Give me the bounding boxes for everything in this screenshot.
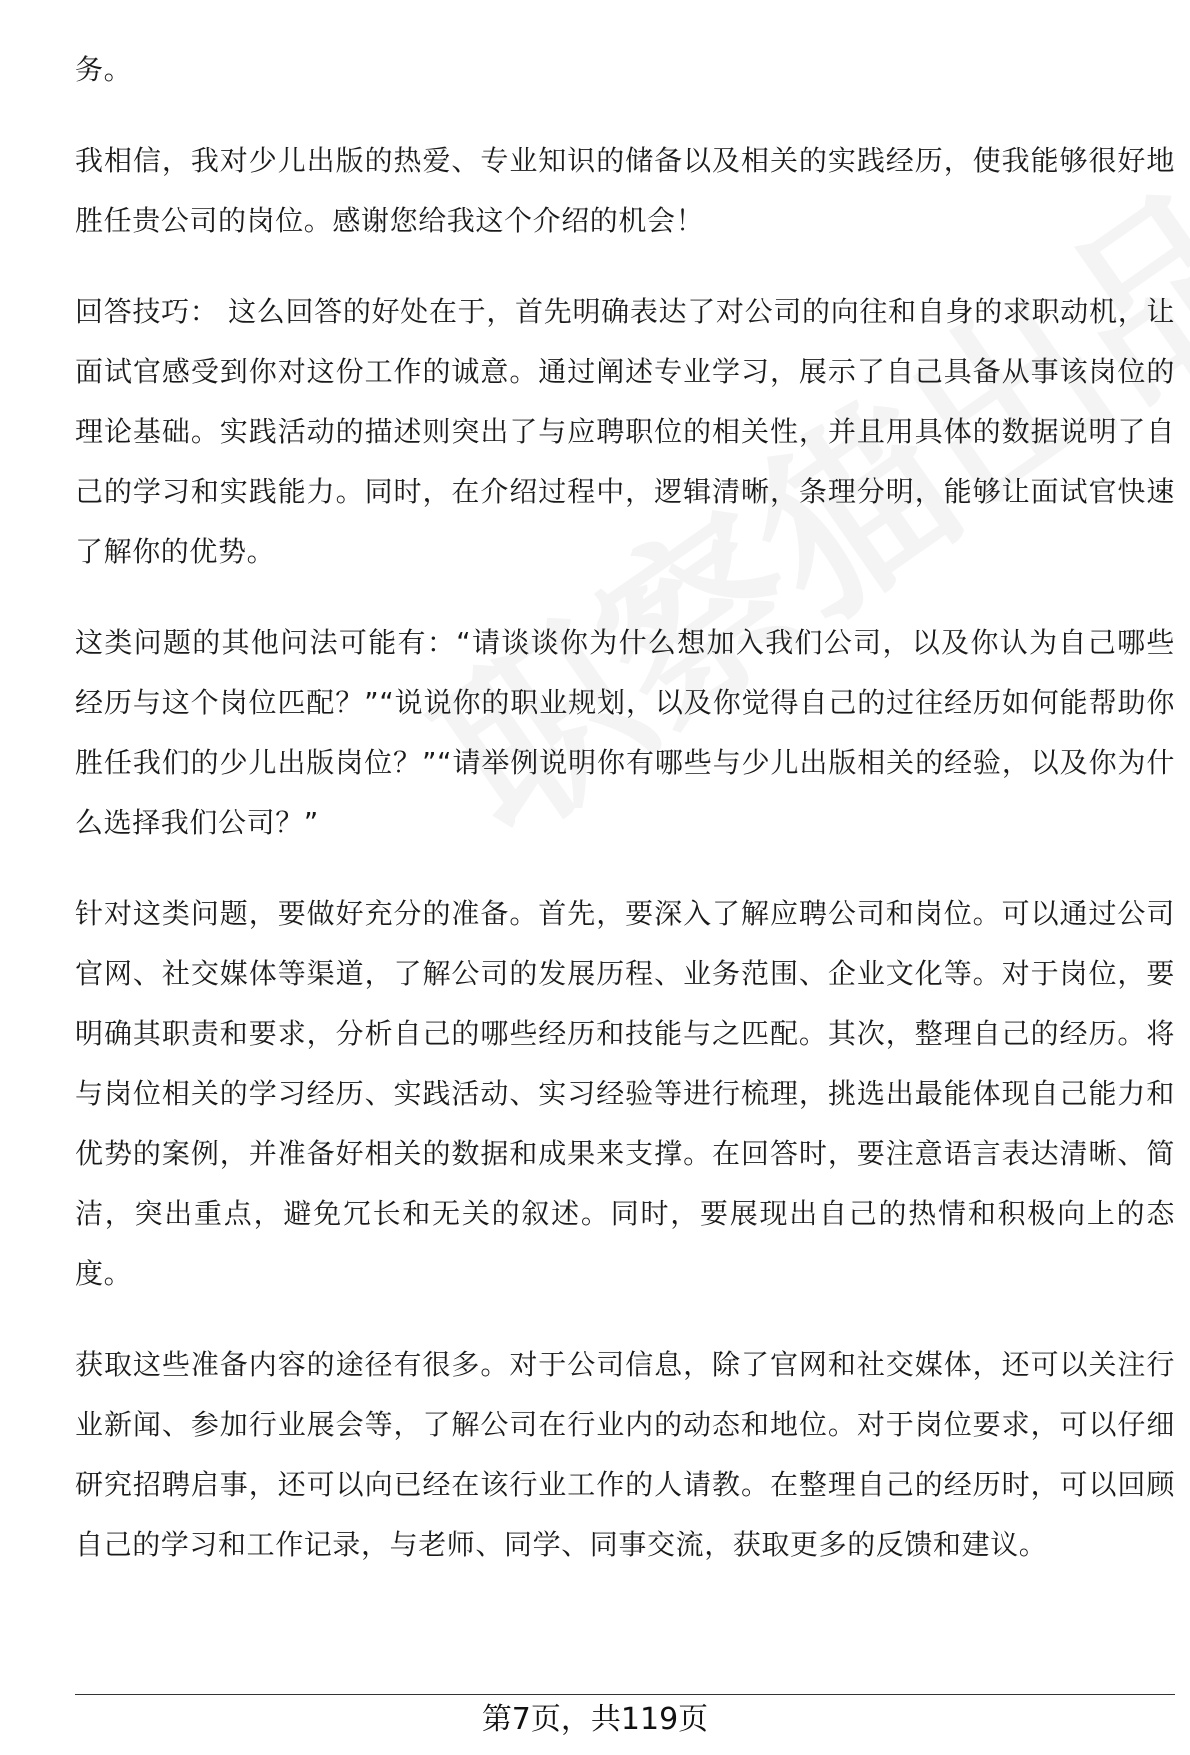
- paragraph: 我相信，我对少儿出版的热爱、专业知识的储备以及相关的实践经历，使我能够很好地胜任贵公司的岗位。感谢您给我这个介绍的机会！: [75, 144, 1175, 237]
- paragraph: 获取这些准备内容的途径有很多。对于公司信息，除了官网和社交媒体，还可以关注行业新闻、参加行业展会等，了解公司在行业内的动态和地位。对于岗位要求，可以仔细研究招聘启事，还可以向已经在该行业工作的人请教。在整理自己的经历时，可以回顾自己的学习和工作记录，与老师、同学、同事交流，获取更多的反馈和建议。: [75, 1348, 1175, 1561]
- footer-divider: [75, 1694, 1175, 1695]
- paragraph: 针对这类问题，要做好充分的准备。首先，要深入了解应聘公司和岗位。可以通过公司官网、社交媒体等渠道，了解公司的发展历程、业务范围、企业文化等。对于岗位，要明确其职责和要求，分析自己的哪些经历和技能与之匹配。其次，整理自己的经历。将与岗位相关的学习经历、实践活动、实习经验等进行梳理，挑选出最能体现自己能力和优势的案例，并准备好相关的数据和成果来支撑。在回答时，要注意语言表达清晰、简洁，突出重点，避免冗长和无关的叙述。同时，要展现出自己的热情和积极向上的态度。: [75, 897, 1175, 1290]
- paragraph: 这类问题的其他问法可能有：“请谈谈你为什么想加入我们公司，以及你认为自己哪些经历与这个岗位匹配？”“说说你的职业规划，以及你觉得自己的过往经历如何能帮助你胜任我们的少儿出版岗位？”“请举例说明你有哪些与少儿出版相关的经验，以及你为什么选择我们公司？”: [75, 626, 1175, 839]
- page-number: 第7页，共119页: [481, 1702, 709, 1737]
- document-body: [75, 40, 1175, 1606]
- paragraph: 务。: [75, 53, 133, 86]
- paragraph: 回答技巧： 这么回答的好处在于，首先明确表达了对公司的向往和自身的求职动机，让面试官感受到你对这份工作的诚意。通过阐述专业学习，展示了自己具备从事该岗位的理论基础。实践活动的描述则突出了与应聘职位的相关性，并且用具体的数据说明了自己的学习和实践能力。同时，在介绍过程中，逻辑清晰，条理分明，能够让面试官快速了解你的优势。: [75, 295, 1175, 568]
